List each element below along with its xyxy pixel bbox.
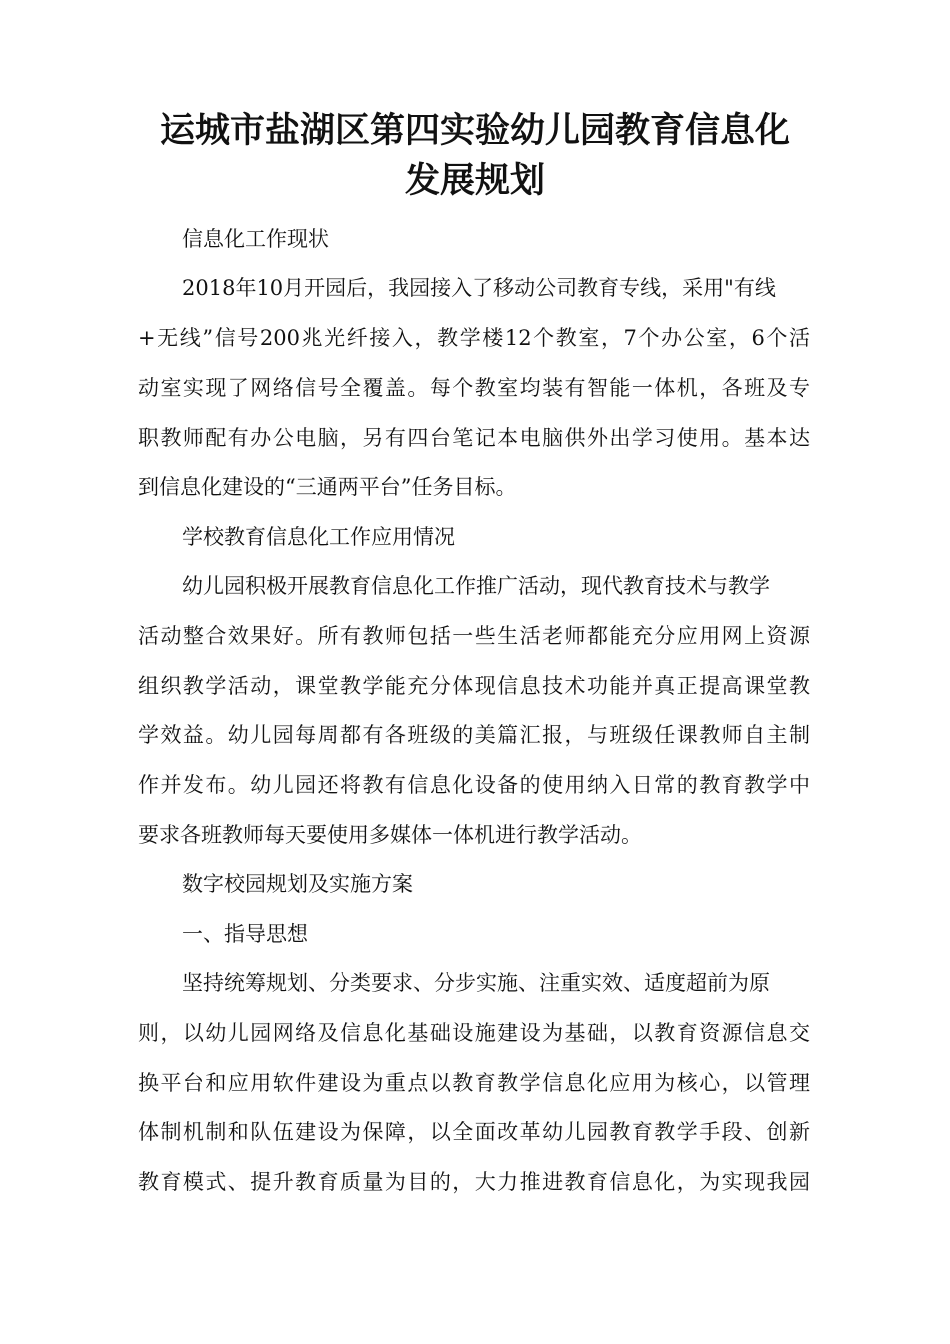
section-heading-guiding-thought: 一、指导思想 [182, 922, 308, 946]
paragraph-line: +无线”信号200兆光纤接入，教学楼12个教室，7个办公室，6个活 [138, 326, 810, 350]
paragraph-line: 体制机制和队伍建设为保障，以全面改革幼儿园教育教学手段、创新 [138, 1120, 810, 1144]
document-title-line-2: 发展规划 [404, 161, 545, 201]
paragraph-line: 学效益。幼儿园每周都有各班级的美篇汇报，与班级任课教师自主制 [138, 723, 810, 747]
section-heading-application: 学校教育信息化工作应用情况 [182, 525, 455, 549]
paragraph-line: 组织教学活动，课堂教学能充分体现信息技术功能并真正提高课堂教 [138, 674, 810, 698]
section-heading-digital-campus: 数字校园规划及实施方案 [182, 872, 413, 896]
paragraph-line: 则，以幼儿园网络及信息化基础设施建设为基础，以教育资源信息交 [138, 1021, 810, 1045]
paragraph-line: 职教师配有办公电脑，另有四台笔记本电脑供外出学习使用。基本达 [138, 426, 810, 450]
paragraph-line: 2018年10月开园后，我园接入了移动公司教育专线，采用"有线 [182, 276, 776, 300]
paragraph-line: 活动整合效果好。所有教师包括一些生活老师都能充分应用网上资源 [138, 624, 810, 648]
paragraph-line: 坚持统筹规划、分类要求、分步实施、注重实效、适度超前为原 [182, 971, 770, 995]
paragraph-line: 幼儿园积极开展教育信息化工作推广活动，现代教育技术与教学 [182, 574, 770, 598]
section-heading-status: 信息化工作现状 [182, 227, 329, 251]
paragraph-line: 到信息化建设的“三通两平台”任务目标。 [138, 475, 517, 499]
paragraph-line: 作并发布。幼儿园还将教有信息化设备的使用纳入日常的教育教学中 [138, 773, 810, 797]
paragraph-line: 动室实现了网络信号全覆盖。每个教室均装有智能一体机，各班及专 [138, 376, 810, 400]
document-title-line-1: 运城市盐湖区第四实验幼儿园教育信息化 [159, 111, 790, 151]
paragraph-line: 要求各班教师每天要使用多媒体一体机进行教学活动。 [138, 823, 642, 847]
paragraph-line: 教育模式、提升教育质量为目的，大力推进教育信息化，为实现我园 [138, 1170, 810, 1194]
paragraph-line: 换平台和应用软件建设为重点以教育教学信息化应用为核心，以管理 [138, 1071, 810, 1095]
